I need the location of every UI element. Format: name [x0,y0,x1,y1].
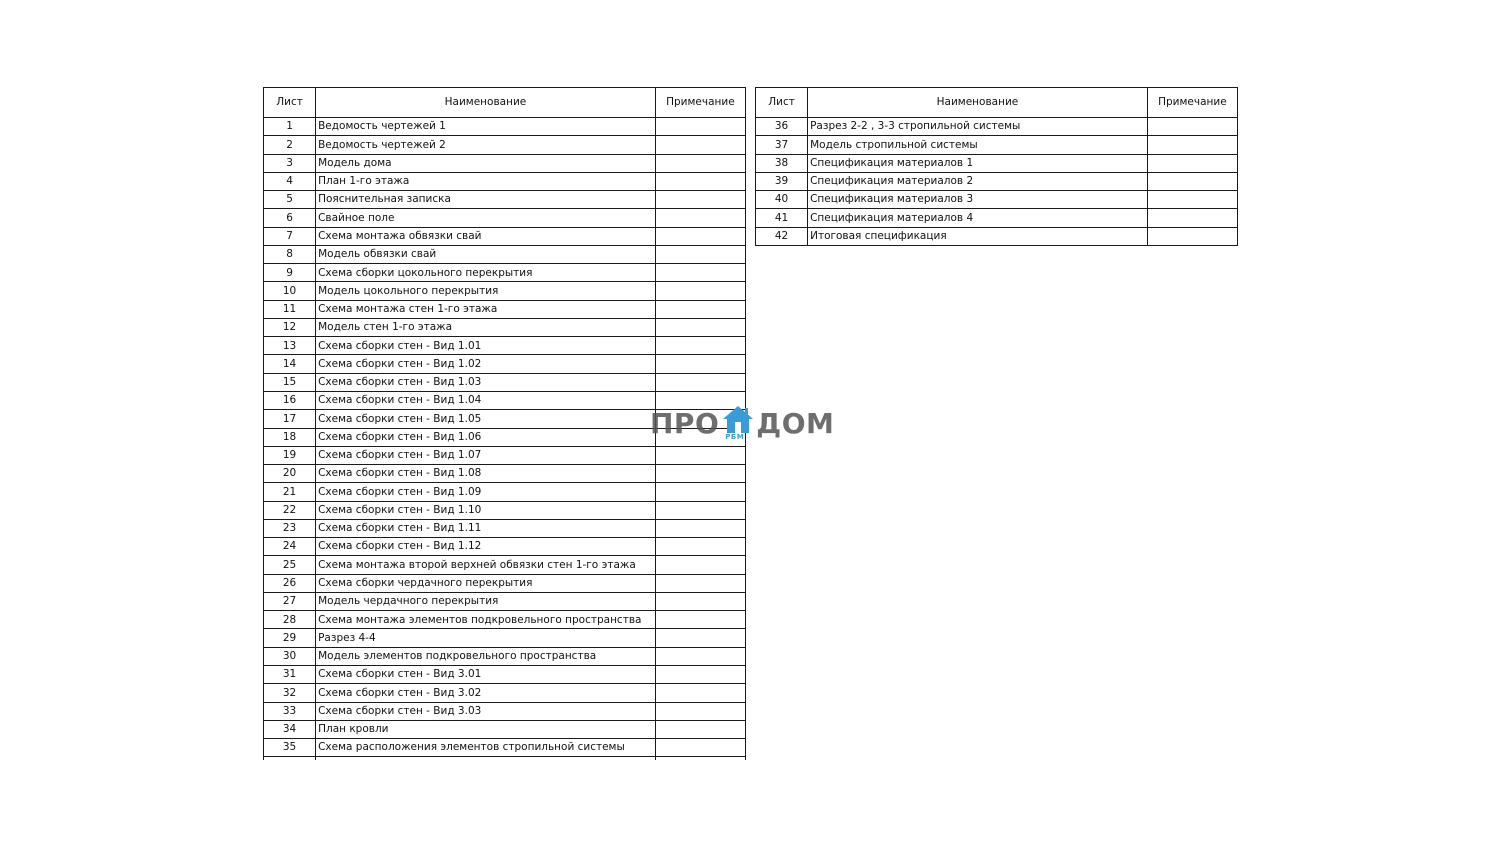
sheet-name-cell: Схема сборки стен - Вид 3.03 [316,702,656,720]
sheet-name-cell: Спецификация материалов 1 [808,154,1148,172]
table-row [264,391,746,409]
sheet-number-cell: 33 [264,702,316,720]
sheet-name-cell: Модель чердачного перекрытия [316,592,656,610]
sheet-name-cell: Схема сборки стен - Вид 1.05 [316,410,656,428]
sheet-note-cell [655,391,745,409]
drawing-register-table-left [263,87,746,757]
sheet-name-cell: Свайное поле [316,209,656,227]
sheet-number-cell: 28 [264,611,316,629]
sheet-name-cell: Схема сборки стен - Вид 1.04 [316,391,656,409]
table-row [264,337,746,355]
header-name: Наименование [316,88,656,118]
table-row [264,227,746,245]
header-note: Примечание [1147,88,1237,118]
sheet-note-cell [655,264,745,282]
sheet-note-cell [655,574,745,592]
sheet-name-cell: Модель элементов подкровельного пространства [316,647,656,665]
table-header-row [756,88,1238,118]
sheet-note-cell [655,592,745,610]
table-row [264,611,746,629]
sheet-number-cell: 17 [264,410,316,428]
sheet-number-cell: 2 [264,136,316,154]
sheet-name-cell: Схема сборки стен - Вид 1.11 [316,519,656,537]
sheet-name-cell: Схема расположения элементов стропильной системы [316,739,656,757]
sheet-note-cell [655,227,745,245]
watermark-small-text: РБМ [725,433,745,441]
sheet-number-cell: 1 [264,118,316,136]
table-row [264,592,746,610]
table-row [264,136,746,154]
sheet-name-cell: Схема сборки чердачного перекрытия [316,574,656,592]
sheet-number-cell: 41 [756,209,808,227]
table-row [264,373,746,391]
sheet-note-cell [655,337,745,355]
table-body-left [264,118,746,757]
table-row [264,519,746,537]
sheet-number-cell: 34 [264,720,316,738]
table-row [264,665,746,683]
sheet-number-cell: 23 [264,519,316,537]
header-sheet-number: Лист [264,88,316,118]
sheet-note-cell [1147,118,1237,136]
sheet-name-cell: Разрез 4-4 [316,629,656,647]
sheet-number-cell: 39 [756,172,808,190]
sheet-name-cell: План 1-го этажа [316,172,656,190]
table-body-right [756,118,1238,246]
sheet-number-cell: 4 [264,172,316,190]
sheet-name-cell: Модель цокольного перекрытия [316,282,656,300]
table-row [756,227,1238,245]
table-row [264,483,746,501]
sheet-number-cell: 30 [264,647,316,665]
sheet-name-cell: Схема сборки цокольного перекрытия [316,264,656,282]
sheet-name-cell: Схема сборки стен - Вид 3.01 [316,665,656,683]
sheet-name-cell: Схема сборки стен - Вид 1.08 [316,465,656,483]
sheet-name-cell: Схема монтажа второй верхней обвязки стен 1-го этажа [316,556,656,574]
table-row [756,154,1238,172]
sheet-number-cell: 32 [264,684,316,702]
sheet-name-cell: Схема сборки стен - Вид 1.10 [316,501,656,519]
sheet-number-cell: 11 [264,300,316,318]
table-row [756,118,1238,136]
table-row [264,574,746,592]
table-row [756,136,1238,154]
table-row [264,556,746,574]
sheet-number-cell: 5 [264,191,316,209]
sheet-note-cell [1147,227,1237,245]
sheet-number-cell: 13 [264,337,316,355]
table-row [264,702,746,720]
sheet-note-cell [655,465,745,483]
sheet-number-cell: 21 [264,483,316,501]
sheet-name-cell: Схема сборки стен - Вид 3.02 [316,684,656,702]
sheet-note-cell [655,136,745,154]
clipped-row-edge [263,757,746,760]
sheet-number-cell: 24 [264,538,316,556]
sheet-name-cell: Схема сборки стен - Вид 1.02 [316,355,656,373]
table-row [264,684,746,702]
table-row [264,629,746,647]
sheet-name-cell: Схема сборки стен - Вид 1.03 [316,373,656,391]
sheet-name-cell: Схема сборки стен - Вид 1.09 [316,483,656,501]
sheet-number-cell: 12 [264,318,316,336]
sheet-name-cell: Модель стен 1-го этажа [316,318,656,336]
table-row [264,245,746,263]
table-header-row [264,88,746,118]
sheet-number-cell: 8 [264,245,316,263]
sheet-name-cell: Спецификация материалов 2 [808,172,1148,190]
sheet-note-cell [1147,172,1237,190]
table-row [264,300,746,318]
sheet-note-cell [655,629,745,647]
sheet-number-cell: 14 [264,355,316,373]
sheet-number-cell: 25 [264,556,316,574]
table-row [264,118,746,136]
sheet-note-cell [655,355,745,373]
sheet-number-cell: 20 [264,465,316,483]
table-row [264,355,746,373]
table-row [264,318,746,336]
sheet-note-cell [655,410,745,428]
sheet-number-cell: 38 [756,154,808,172]
sheet-name-cell: Схема сборки стен - Вид 1.01 [316,337,656,355]
sheet-note-cell [655,282,745,300]
sheet-note-cell [655,172,745,190]
table-row [264,282,746,300]
sheet-name-cell: Схема монтажа стен 1-го этажа [316,300,656,318]
watermark-text-right: ДОМ [756,406,835,440]
sheet-note-cell [655,373,745,391]
sheet-name-cell: Ведомость чертежей 2 [316,136,656,154]
sheet-name-cell: Схема сборки стен - Вид 1.12 [316,538,656,556]
watermark-text-left: ПРО [650,406,720,440]
sheet-name-cell: Спецификация материалов 4 [808,209,1148,227]
sheet-number-cell: 29 [264,629,316,647]
table-row [264,739,746,757]
table-row [264,446,746,464]
drawing-register-table-right [755,87,1238,246]
sheet-number-cell: 16 [264,391,316,409]
sheet-number-cell: 42 [756,227,808,245]
sheet-note-cell [1147,136,1237,154]
sheet-note-cell [655,245,745,263]
sheet-name-cell: Схема сборки стен - Вид 1.06 [316,428,656,446]
sheet-name-cell: Схема монтажа элементов подкровельного пространства [316,611,656,629]
sheet-note-cell [655,318,745,336]
table-row [264,191,746,209]
sheet-number-cell: 40 [756,191,808,209]
table-row [264,538,746,556]
sheet-note-cell [655,556,745,574]
sheet-note-cell [655,209,745,227]
sheet-number-cell: 10 [264,282,316,300]
sheet-note-cell [1147,191,1237,209]
sheet-name-cell: Схема сборки стен - Вид 1.07 [316,446,656,464]
header-name: Наименование [808,88,1148,118]
sheet-note-cell [655,720,745,738]
sheet-note-cell [655,446,745,464]
sheet-note-cell [655,538,745,556]
sheet-number-cell: 9 [264,264,316,282]
sheet-number-cell: 18 [264,428,316,446]
sheet-note-cell [655,118,745,136]
sheet-name-cell: Схема монтажа обвязки свай [316,227,656,245]
sheet-number-cell: 31 [264,665,316,683]
sheet-name-cell: Модель стропильной системы [808,136,1148,154]
sheet-note-cell [655,300,745,318]
sheet-note-cell [655,154,745,172]
table-row [756,172,1238,190]
sheet-note-cell [655,519,745,537]
sheet-number-cell: 37 [756,136,808,154]
header-note: Примечание [655,88,745,118]
table-row [264,501,746,519]
sheet-note-cell [655,684,745,702]
sheet-name-cell: Итоговая спецификация [808,227,1148,245]
sheet-note-cell [655,702,745,720]
sheet-number-cell: 27 [264,592,316,610]
table-row [756,209,1238,227]
sheet-name-cell: План кровли [316,720,656,738]
sheet-name-cell: Разрез 2-2 , 3-3 стропильной системы [808,118,1148,136]
table-row [264,428,746,446]
table-row [264,410,746,428]
sheet-number-cell: 26 [264,574,316,592]
sheet-note-cell [1147,154,1237,172]
table-row [264,465,746,483]
table-row [264,647,746,665]
table-row [264,154,746,172]
sheet-note-cell [655,428,745,446]
sheet-number-cell: 15 [264,373,316,391]
sheet-note-cell [655,191,745,209]
sheet-number-cell: 35 [264,739,316,757]
sheet-number-cell: 36 [756,118,808,136]
sheet-note-cell [655,611,745,629]
table-row [264,209,746,227]
sheet-note-cell [1147,209,1237,227]
sheet-name-cell: Спецификация материалов 3 [808,191,1148,209]
sheet-note-cell [655,739,745,757]
sheet-note-cell [655,665,745,683]
sheet-note-cell [655,483,745,501]
table-row [264,720,746,738]
sheet-note-cell [655,501,745,519]
header-sheet-number: Лист [756,88,808,118]
sheet-number-cell: 7 [264,227,316,245]
sheet-name-cell: Ведомость чертежей 1 [316,118,656,136]
sheet-number-cell: 6 [264,209,316,227]
sheet-note-cell [655,647,745,665]
sheet-number-cell: 3 [264,154,316,172]
sheet-name-cell: Модель дома [316,154,656,172]
table-row [756,191,1238,209]
sheet-number-cell: 22 [264,501,316,519]
sheet-name-cell: Пояснительная записка [316,191,656,209]
sheet-number-cell: 19 [264,446,316,464]
sheet-name-cell: Модель обвязки свай [316,245,656,263]
table-row [264,264,746,282]
table-row [264,172,746,190]
